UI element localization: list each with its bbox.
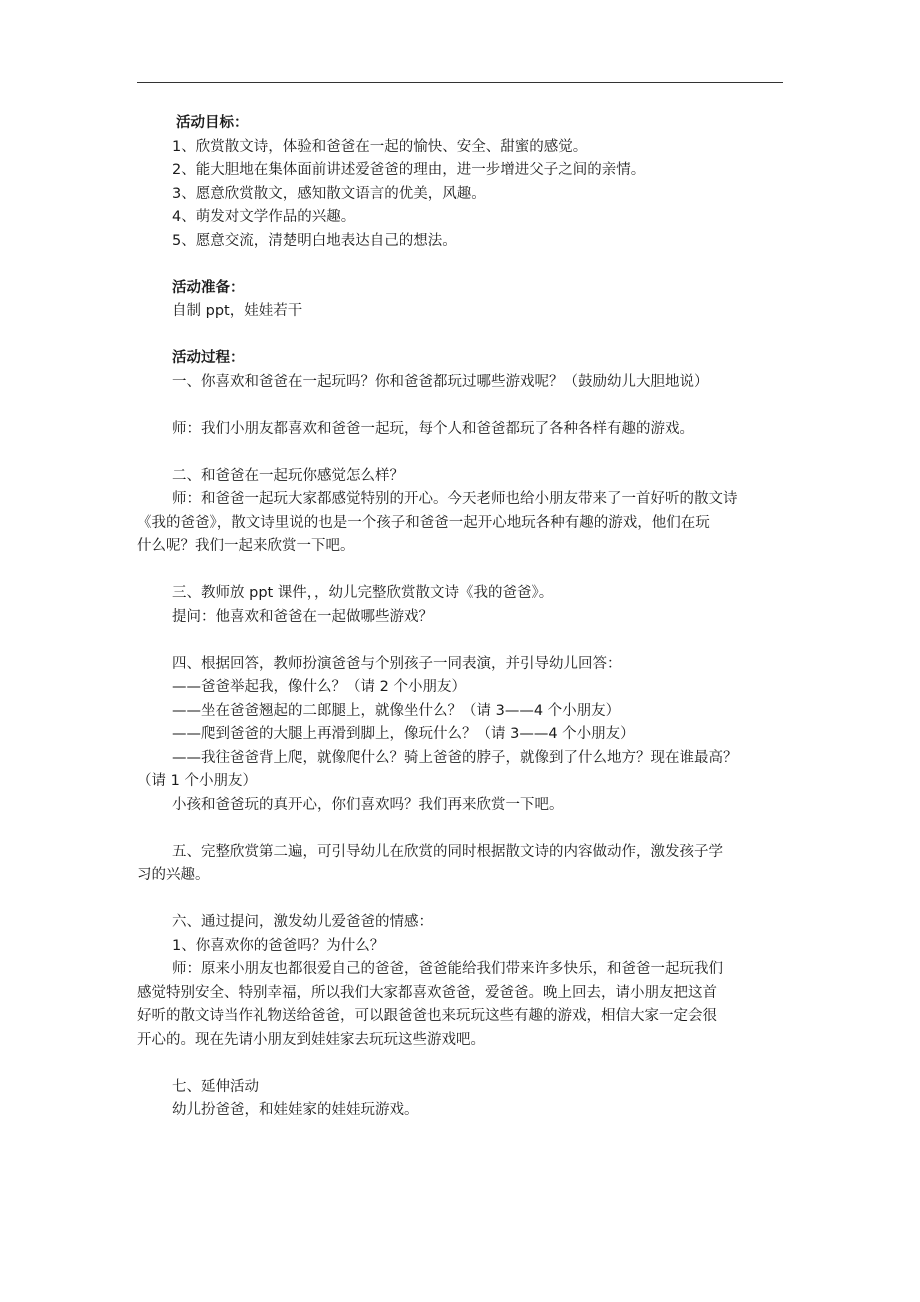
step-4-item-1: ——爸爸举起我，像什么？（请 2 个小朋友） <box>172 679 466 695</box>
step-2-teacher-line-3: 什么呢？我们一起来欣赏一下吧。 <box>137 538 355 554</box>
step-6-teacher-line-4: 开心的。现在先请小朋友到娃娃家去玩玩这些游戏吧。 <box>137 1031 485 1048</box>
spacer <box>172 324 784 348</box>
goals-section <box>172 112 784 253</box>
step-3: 三、教师放 ppt 课件，，幼儿完整欣赏散文诗《我的爸爸》。 <box>172 585 554 601</box>
step-6-teacher-line-3: 好听的散文诗当作礼物送给爸爸，可以跟爸爸也来玩玩这些有趣的游戏，相信大家一定会很 <box>137 1008 717 1024</box>
step-6: 六、通过提问，激发幼儿爱爸爸的情感： <box>172 914 433 930</box>
spacer <box>172 441 784 465</box>
spacer <box>172 559 784 583</box>
goal-item-2: 2、能大胆地在集体面前讲述爱爸爸的理由，进一步增进父子之间的亲情。 <box>172 162 646 178</box>
header-rule <box>137 82 783 83</box>
step-4: 四、根据回答，教师扮演爸爸与个别孩子一同表演，并引导幼儿回答： <box>172 655 622 672</box>
lesson-plan-body <box>137 112 784 1123</box>
prep-heading: 活动准备： <box>172 279 245 296</box>
step-1-teacher: 师：我们小朋友都喜欢和爸爸一起玩，每个人和爸爸都玩了各种各样有趣的游戏。 <box>172 420 694 437</box>
step-6-question: 1、你喜欢你的爸爸吗？为什么？ <box>172 937 385 954</box>
goal-item-3: 3、愿意欣赏散文，感知散文语言的优美，风趣。 <box>172 185 486 202</box>
step-2: 二、和爸爸在一起玩你感觉怎么样？ <box>172 467 404 484</box>
step-4-item-4: ——我往爸爸背上爬，就像爬什么？骑上爸爸的脖子，就像到了什么地方？现在谁最高？ <box>172 749 738 766</box>
goal-item-1: 1、欣赏散文诗，体验和爸爸在一起的愉快、安全、甜蜜的感觉。 <box>172 138 588 155</box>
prep-section <box>172 277 784 324</box>
step-4-item-4-tail: （请 1 个小朋友） <box>137 773 257 789</box>
step-2-teacher-line-1: 师：和爸爸一起玩大家都感觉特别的开心。今天老师也给小朋友带来了一首好听的散文诗 <box>172 491 738 507</box>
process-section <box>137 347 784 1123</box>
spacer <box>172 629 784 653</box>
step-4-close: 小孩和爸爸玩的真开心，你们喜欢吗？我们再来欣赏一下吧。 <box>172 796 564 813</box>
step-2-teacher-line-2: 《我的爸爸》，散文诗里说的也是一个孩子和爸爸一起开心地玩各种有趣的游戏，他们在玩 <box>137 514 710 531</box>
spacer <box>172 1052 784 1076</box>
step-6-teacher-line-1: 师：原来小朋友也都很爱自己的爸爸，爸爸能给我们带来许多快乐，和爸爸一起玩我们 <box>172 961 723 977</box>
goal-item-5: 5、愿意交流，清楚明白地表达自己的想法。 <box>172 232 457 249</box>
step-7-text: 幼儿扮爸爸，和娃娃家的娃娃玩游戏。 <box>172 1102 419 1118</box>
step-4-item-3: ——爬到爸爸的大腿上再滑到脚上，像玩什么？（请 3——4 个小朋友） <box>172 726 635 742</box>
step-5-line-2: 习的兴趣。 <box>137 867 210 883</box>
spacer <box>172 888 784 912</box>
spacer <box>172 817 784 841</box>
step-4-item-2: ——坐在爸爸翘起的二郎腿上，就像坐什么？（请 3——4 个小朋友） <box>172 702 621 719</box>
step-7: 七、延伸活动 <box>172 1078 259 1095</box>
step-5-line-1: 五、完整欣赏第二遍，可引导幼儿在欣赏的同时根据散文诗的内容做动作，激发孩子学 <box>172 843 723 860</box>
prep-text: 自制 ppt，娃娃若干 <box>172 303 303 319</box>
goal-item-4: 4、萌发对文学作品的兴趣。 <box>172 209 356 225</box>
step-6-teacher-line-2: 感觉特别安全、特别幸福，所以我们大家都喜欢爸爸，爱爸爸。晚上回去，请小朋友把这首 <box>137 984 717 1001</box>
spacer <box>172 253 784 277</box>
process-heading: 活动过程： <box>172 350 245 366</box>
step-1: 一、你喜欢和爸爸在一起玩吗？你和爸爸都玩过哪些游戏呢？（鼓励幼儿大胆地说） <box>172 373 709 390</box>
spacer <box>172 394 784 418</box>
step-3-question: 提问：他喜欢和爸爸在一起做哪些游戏？ <box>172 608 433 625</box>
goals-heading: 活动目标： <box>176 115 249 131</box>
